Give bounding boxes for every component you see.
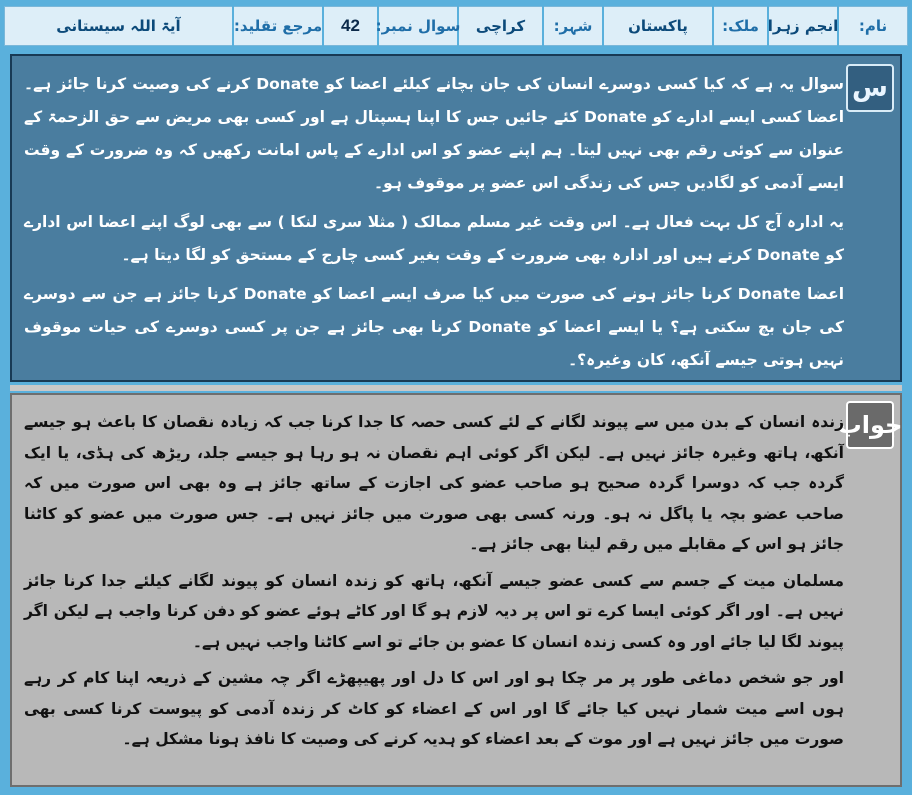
country-value-cell [602, 6, 712, 46]
marja-value-cell [5, 6, 232, 46]
answer-panel [10, 393, 902, 787]
name-label-cell [837, 6, 907, 46]
answer-paragraph-2: مسلمان میت کے جسم سے کسی عضو جیسے آنکھ، ہاتھ کو زندہ انسان کو پیوند لگانے کیلئے جدا کرنا جائز نہیں ہے۔ اور اگر کوئی ایسا کرے تو اس پر دیہ لازم ہو گا اور کاٹے ہوئے عضو کو دفن کرنا واجب ہے لیکن اگر پیوند لگا لیا جائے اور وہ کسی زندہ انسان کا عضو بن جائے تو اسے کاٹنا واجب نہیں ہے۔ [24, 571, 844, 651]
question-paragraph-3: اعضا Donate کرنا جائز ہونے کی صورت میں کیا صرف ایسے اعضا کو Donate کرنا جائز ہے جن سے دوسرے کی جان بچ سکتی ہے؟ یا ایسے اعضا کو Donate کرنا بھی جائز ہے جن پر کسی دوسرے کی حیات موقوف نہیں ہوتی جیسے آنکھ، کان وغیرہ؟۔ [24, 285, 845, 369]
country-label-cell [712, 6, 767, 46]
answer-paragraph-3: اور جو شخص دماغی طور پر مر چکا ہو اور اس کا دل اور پھیپھڑے اگر چہ مشین کے ذریعہ اپنا کام کر رہے ہوں اسے میت شمار نہیں کیا جائے گا اور اس کے اعضاء کو کاٹ کر زندہ آدمی کو پیوست کرنا کسی بھی صورت میں جائز نہیں ہے اور موت کے بعد اعضاء کو ہدیہ کرنے کی وصیت کا نافذ ہونا مشکل ہے۔ [24, 669, 844, 748]
question-paragraph-2: یہ ادارہ آج کل بہت فعال ہے۔ اس وقت غیر مسلم ممالک ( مثلا سری لنکا ) سے بھی لوگ اپنے اعضا اس ادارے کو Donate کرتے ہیں اور ادارہ بھی ضرورت کے وقت بغیر کسی چارج کے مستحق کو لگا دیتا ہے۔ [24, 213, 844, 264]
name-value: انجم زہرا [767, 17, 839, 35]
answer-badge-icon: جواب [846, 401, 894, 449]
question-no-value: 42 [341, 16, 360, 35]
city-value-cell [457, 6, 542, 46]
info-header [4, 6, 908, 46]
marja-label: مرجع تقلید: [233, 17, 323, 35]
name-value-cell [767, 6, 837, 46]
question-badge-icon: س [846, 64, 894, 112]
marja-label-cell [232, 6, 322, 46]
question-no-label: سوال نمبر: [375, 17, 461, 35]
country-label: ملک: [722, 17, 759, 35]
section-divider [10, 385, 902, 391]
country-value: پاکستان [628, 17, 688, 35]
city-label: شہر: [553, 17, 593, 35]
question-paragraph-1: سوال یہ ہے کہ کیا کسی دوسرے انسان کی جان بچانے کیلئے اعضا کو Donate کرنے کی وصیت کرنا جائز ہے۔ اعضا کسی ایسے ادارے کو Donate کئے جائیں جس کا اپنا ہسپتال ہے اور کسی بھی مریض سے حق الزحمۃ کے عنوان سے کوئی رقم بھی نہیں لیتا۔ ہم اپنے عضو کو اس ادارے کے پاس امانت رکھیں کہ وہ ضرورت کے وقت ایسے آدمی کو لگادیں جس کی زندگی اس عضو پر موقوف ہو۔ [24, 75, 845, 192]
question-panel [10, 54, 902, 382]
name-label: نام: [858, 17, 888, 35]
question-no-value-cell [322, 6, 377, 46]
city-value: کراچی [475, 17, 526, 35]
question-text [24, 68, 844, 383]
answer-paragraph-1: زندہ انسان کے بدن میں سے پیوند لگانے کے لئے کسی حصہ کا جدا کرنا جب کہ زیادہ نقصان کا باعث ہو جیسے آنکھ، ہاتھ وغیرہ جائز نہیں ہے۔ لیکن اگر کوئی اہم نقصان نہ ہو رہا ہو جیسے جلد، ریڑھ کی ہڈی، یا ایک گردہ جب کہ دوسرا گردہ صحیح ہو صاحب عضو کی اجازت کے ساتھ جائز ہے وہ بھی اس صورت میں کہ صاحب عضو بچہ یا پاگل نہ ہو۔ ورنہ کسی بھی صورت میں جائز نہیں ہے۔ جس صورت میں عضو کو کاٹنا جائز ہو اس کے مقابلے میں رقم لینا بھی جائز ہے۔ [24, 413, 844, 553]
city-label-cell [542, 6, 602, 46]
answer-text [24, 407, 844, 761]
question-no-label-cell [375, 6, 461, 46]
marja-value: آیۃ اللہ سیستانی [56, 17, 181, 35]
